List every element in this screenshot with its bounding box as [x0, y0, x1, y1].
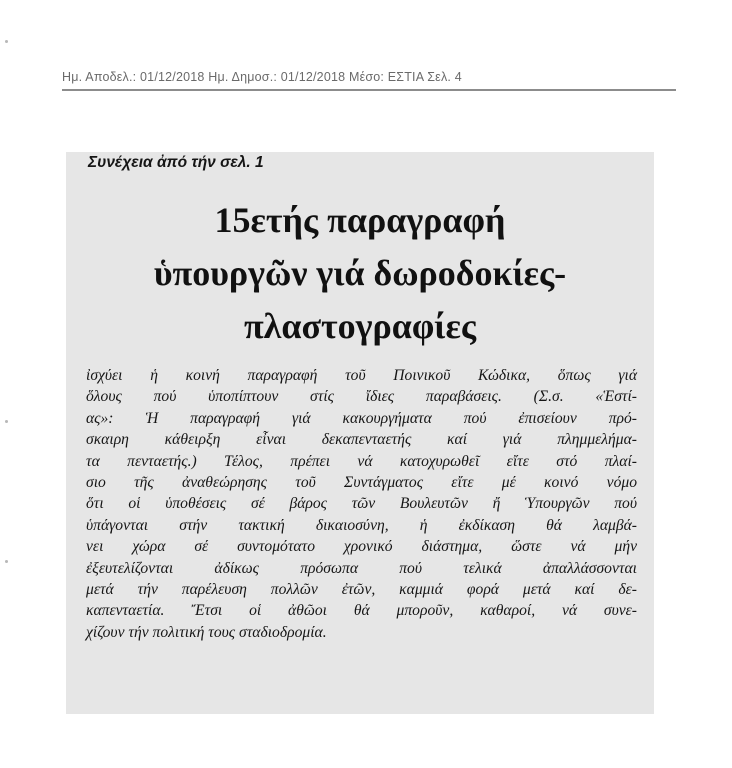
continuation-note: Συνέχεια ἀπό τήν σελ. 1 [88, 154, 264, 171]
body-line: ὅτι οἱ ὑποθέσεις σέ βάρος τῶν Βουλευτῶν ἤ Ὑπουργῶν πού [86, 495, 637, 513]
body-line: νει χώρα σέ συντομότατο χρονικό διάστημα, ὥστε νά μήν [86, 538, 637, 556]
body-line: μετά τήν παρέλευση πολλῶν ἐτῶν, καμμιά φορά μετά καί δε- [86, 581, 637, 599]
headline-line: 15ετής παραγραφή [214, 200, 506, 240]
clipping-metadata: Ημ. Αποδελ.: 01/12/2018 Ημ. Δημοσ.: 01/12/2018 Μέσο: ΕΣΤΙΑ Σελ. 4 [62, 70, 462, 84]
scan-speck [5, 560, 8, 563]
body-line: καπενταετία. Ἔτσι οἱ ἀθῶοι θά μποροῦν, καθαροί, νά συνε- [86, 602, 637, 620]
scan-speck [5, 420, 8, 423]
body-line: σκαιρη κάθειρξη εἶναι δεκαπενταετής καί γιά πλημμελήμα- [86, 431, 637, 449]
newspaper-clipping [66, 152, 654, 714]
body-line: ἰσχύει ἡ κοινή παραγραφή τοῦ Ποινικοῦ Κώδικα, ὅπως γιά [86, 367, 637, 384]
body-line: τα πενταετής.) Τέλος, πρέπει νά κατοχυρωθεῖ εἴτε στό πλαί- [86, 452, 637, 470]
body-line: ας»: Ἡ παραγραφή γιά κακουργήματα πού ἐπισείουν πρό- [86, 409, 637, 427]
header-divider [62, 89, 676, 91]
article-body [86, 365, 637, 643]
body-line: ὅλους πού ὑποπίπτουν στίς ἴδιες παραβάσεις. (Σ.σ. «Ἑστί- [86, 388, 637, 406]
headline-line: πλαστογραφίες [243, 306, 477, 346]
body-line: ἐξευτελίζονται ἀδίκως πρόσωπα πού τελικά ἀπαλλάσσονται [86, 559, 637, 577]
scan-speck [5, 40, 8, 43]
body-line: σιο τῆς ἀναθεώρησης τοῦ Συντάγματος εἴτε μέ κοινό νόμο [86, 474, 637, 492]
article-headline [66, 194, 654, 353]
headline-line: ὑπουργῶν γιά δωροδοκίες- [153, 253, 567, 293]
body-line: χίζουν τήν πολιτική τους σταδιοδρομία. [86, 623, 327, 641]
body-line: ὑπάγονται στήν τακτική δικαιοσύνη, ἡ ἐκδίκαση θά λαμβά- [86, 516, 637, 534]
